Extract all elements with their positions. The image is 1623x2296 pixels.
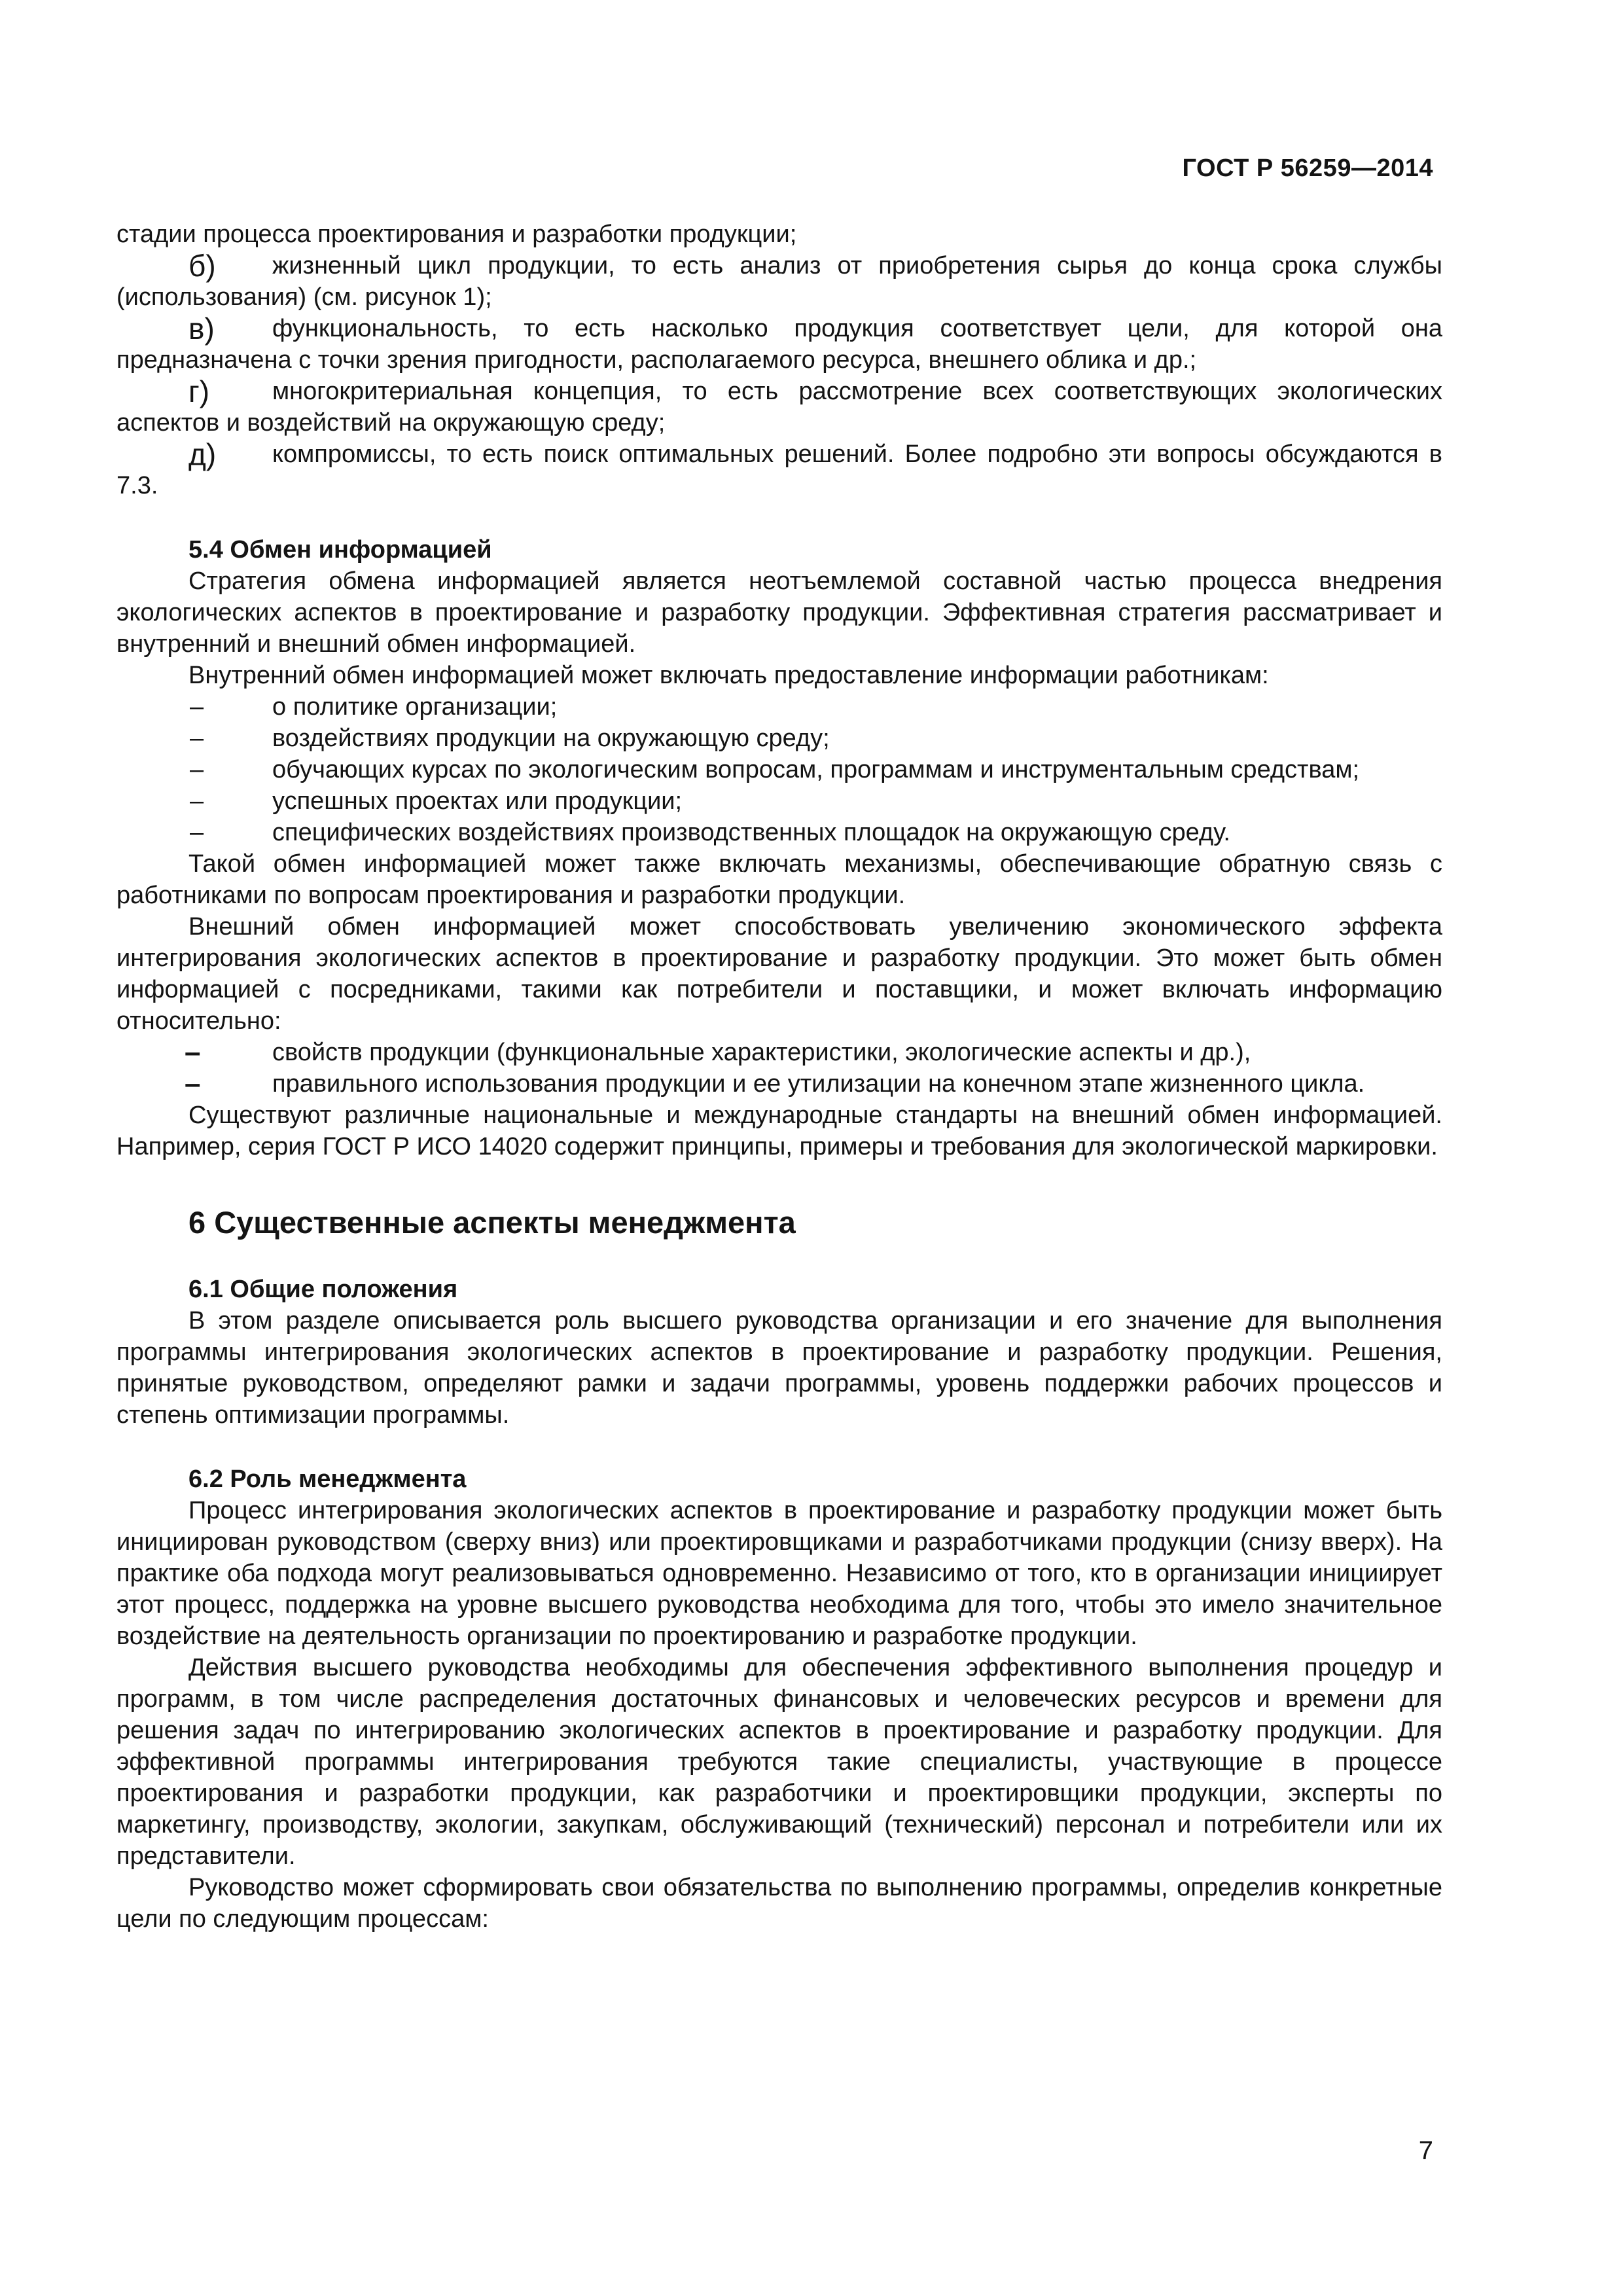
paragraph: Такой обмен информацией может также включать механизмы, обеспечивающие обратную связь с работниками по вопросам проектирования и разработки продукции.	[116, 850, 1442, 909]
paragraph: Существуют различные национальные и международные стандарты на внешний обмен информацией. Например, серия ГОСТ Р ИСО 14020 содержит принципы, примеры и требования для экологической маркировки.	[116, 1102, 1442, 1160]
list-item-text: компромиссы, то есть поиск оптимальных решений. Более подробно эти вопросы обсуждаются в 7.3.	[116, 440, 1442, 499]
section-heading-6: 6 Существенные аспекты менеджмента	[188, 1205, 796, 1240]
dash-list-item	[116, 691, 1442, 723]
list-marker: в)	[188, 312, 215, 346]
dash-item-text: успешных проектах или продукции;	[272, 787, 683, 815]
paragraph: Действия высшего руководства необходимы для обеспечения эффективного выполнения процедур и программ, в том числе распределения достаточных финансовых и человеческих ресурсов и времени для решения задач по интегрированию экологических аспектов в проектирование и разработку продукции. Для эффективной программы интегрирования требуются такие специалисты, участвующие в процессе проектирования и разработки продукции, как разработчики и проектировщики продукции, эксперты по маркетингу, производству, экологии, закупкам, обслуживающий (технический) персонал и потребители или их представители.	[116, 1654, 1442, 1870]
dash-marker: –	[185, 1036, 201, 1068]
paragraph: Внешний обмен информацией может способствовать увеличению экономического эффекта интегрирования экологических аспектов в проектирование и разработку продукции. Это может быть обмен информацией с посредниками, такими как потребители и поставщики, и может включать информацию относительно:	[116, 913, 1442, 1035]
list-item-text: жизненный цикл продукции, то есть анализ от приобретения сырья до конца срока службы (использования) (см. рисунок 1);	[116, 252, 1442, 311]
dash-marker: –	[190, 693, 204, 721]
paragraph: Стратегия обмена информацией является неотъемлемой составной частью процесса внедрения экологических аспектов в проектирование и разработку продукции. Эффективная стратегия рассматривает и внутренний и внешний обмен информацией.	[116, 567, 1442, 658]
list-marker: г)	[188, 374, 210, 408]
dash-item-text: правильного использования продукции и ее утилизации на конечном этапе жизненного цикла.	[272, 1070, 1365, 1098]
dash-marker: –	[190, 819, 204, 846]
list-marker: б)	[188, 249, 216, 283]
dash-list-item	[116, 754, 1442, 785]
list-item-d	[116, 439, 1442, 501]
page-number: 7	[1418, 2136, 1433, 2165]
list-item-v	[116, 313, 1442, 376]
dash-marker: –	[190, 756, 204, 783]
list-item-text: функциональность, то есть насколько продукция соответствует цели, для которой она предназначена с точки зрения пригодности, располагаемого ресурса, внешнего облика и др.;	[116, 315, 1442, 374]
dash-item-text: воздействиях продукции на окружающую среду;	[272, 725, 830, 752]
dash-marker: –	[190, 725, 204, 752]
dash-list-item	[116, 1037, 1442, 1068]
document-code-header: ГОСТ Р 56259—2014	[1182, 154, 1433, 182]
list-item-g	[116, 376, 1442, 439]
paragraph-continuation: стадии процесса проектирования и разработки продукции;	[116, 221, 797, 248]
paragraph: Процесс интегрирования экологических аспектов в проектирование и разработку продукции может быть инициирован руководством (сверху вниз) или проектировщиками и разработчиками продукции (снизу вверх). На практике оба подхода могут реализовываться одновременно. Независимо от того, кто в организации инициирует этот процесс, поддержка на уровне высшего руководства необходима для того, чтобы это имело значительное воздействие на деятельность организации по проектированию и разработке продукции.	[116, 1497, 1442, 1650]
dash-list-item	[116, 817, 1442, 848]
section-heading-6-2: 6.2 Роль менеджмента	[188, 1465, 467, 1493]
dash-marker: –	[190, 787, 204, 815]
dash-list-item	[116, 785, 1442, 817]
dash-list-item	[116, 723, 1442, 754]
paragraph: Руководство может сформировать свои обязательства по выполнению программы, определив конкретные цели по следующим процессам:	[116, 1874, 1442, 1933]
list-marker: д)	[188, 437, 217, 471]
dash-item-text: обучающих курсах по экологическим вопросам, программам и инструментальным средствам;	[272, 756, 1360, 783]
section-heading-6-1: 6.1 Общие положения	[188, 1276, 458, 1303]
dash-list-item	[116, 1068, 1442, 1100]
dash-item-text: специфических воздействиях производственных площадок на окружающую среду.	[272, 819, 1230, 846]
paragraph: В этом разделе описывается роль высшего руководства организации и его значение для выполнения программы интегрирования экологических аспектов в проектирование и разработку продукции. Решения, принятые руководством, определяют рамки и задачи программы, уровень поддержки рабочих процессов и степень оптимизации программы.	[116, 1307, 1442, 1429]
paragraph: Внутренний обмен информацией может включать предоставление информации работникам:	[188, 662, 1269, 689]
section-heading-5-4: 5.4 Обмен информацией	[188, 536, 492, 564]
list-item-b	[116, 250, 1442, 313]
document-body	[116, 219, 1442, 1935]
dash-item-text: о политике организации;	[272, 693, 558, 721]
list-item-text: многокритериальная концепция, то есть рассмотрение всех соответствующих экологических аспектов и воздействий на окружающую среду;	[116, 378, 1442, 437]
dash-item-text: свойств продукции (функциональные характеристики, экологические аспекты и др.),	[272, 1039, 1251, 1066]
dash-marker: –	[185, 1067, 201, 1100]
